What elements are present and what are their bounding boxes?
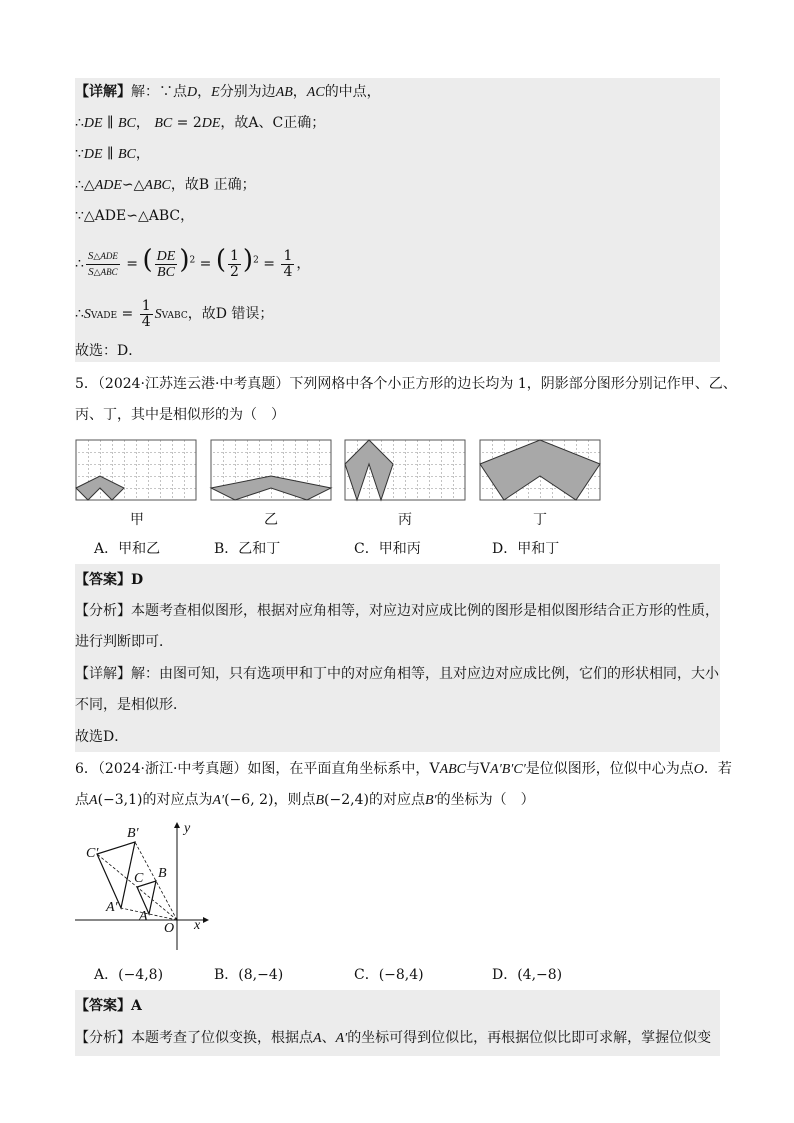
q6-option-a[interactable]: A．(−4,8) — [94, 967, 164, 983]
detail-text: ，故B 正确； — [170, 177, 256, 193]
q6-label-b1: B′ — [127, 826, 139, 841]
q6-stem-text: 的对应点 — [368, 792, 425, 808]
detail-text: ∵ — [75, 146, 84, 162]
q5-detail-line-1: 【详解】解：由图可知，只有选项甲和丁中的对应角相等，且对应边对应成比例，它们的形状相同，大小 — [75, 666, 719, 682]
detail-text: ，故D 错误； — [187, 306, 274, 322]
q6-label-c1: C′ — [86, 846, 99, 861]
q5-option-b[interactable]: B．乙和丁 — [214, 541, 281, 557]
detail-text: 解：∵点 — [131, 84, 187, 100]
q5-stem-line-2: 丙、丁，其中是相似形的为（ ） — [75, 407, 285, 423]
q6-stem-text: ．若 — [703, 761, 732, 777]
q6-stem-text: 的坐标为（ ） — [436, 792, 535, 808]
detail-text: ∴ — [75, 256, 84, 272]
q5-label-bing: 丙 — [398, 512, 412, 528]
q5-detail-line-2: 不同，是相似形． — [75, 697, 187, 713]
detail-text: 分别为边 — [219, 84, 276, 100]
q5-analysis-line-2: 进行判断即可． — [75, 634, 173, 650]
q6-stem-text: 的对应点为 — [142, 792, 213, 808]
q6-label-y: y — [184, 821, 191, 836]
triangle-a1b1c1 — [97, 842, 135, 908]
detail-line-8 — [75, 341, 720, 361]
detail-line-4: ∴△ADE∽△ABC，故B 正确； — [75, 177, 256, 193]
q5-option-d[interactable]: D．甲和丁 — [492, 541, 560, 557]
q6-stem-text: 点 — [75, 792, 89, 808]
q5-figure-jia — [76, 440, 196, 500]
q6-label-b: B — [158, 866, 167, 881]
q5-analysis-line-1: 【分析】本题考查相似图形，根据对应角相等，对应边对应成比例的图形是相似图形结合正方形的性质， — [75, 603, 719, 619]
detail-line-1: 【详解】解：∵点D，E分别为边AB，AC的中点， — [75, 84, 381, 100]
q5-label-jia: 甲 — [130, 512, 144, 528]
detail-line-3: ∵DE ∥ BC， — [75, 146, 150, 162]
q6-option-d[interactable]: D．(4,−8) — [492, 967, 563, 983]
q6-option-b[interactable]: B．(8,−4) — [214, 967, 284, 983]
detail-text: 的中点， — [324, 84, 381, 100]
q5-label-yi: 乙 — [264, 512, 278, 528]
q5-stem-line-1: 5．（2024·江苏连云港·中考真题）下列网格中各个小正方形的边长均为 1，阴影部分图形分别记作甲、乙、 — [75, 376, 737, 392]
detail-line-5 — [75, 206, 720, 226]
q6-stem-line-1: 6．（2024·浙江·中考真题）如图，在平面直角坐标系中，VABC与VA′B′C′是位似图形，位似中心为点O．若 — [75, 761, 732, 777]
q6-analysis: 【分析】本题考查了位似变换，根据点A、A′的坐标可得到位似比，再根据位似比即可求解，掌握位似变 — [75, 1030, 712, 1046]
q6-analysis-text: 【分析】本题考查了位似变换，根据点 — [75, 1030, 313, 1046]
q5-answer-shaded-bg — [75, 564, 720, 752]
q5-choose: 故选D． — [75, 729, 129, 745]
q5-option-c[interactable]: C．甲和丙 — [354, 541, 421, 557]
q6-label-a: A — [139, 909, 148, 924]
q6-analysis-text: 的坐标可得到位似比，再根据位似比即可求解，掌握位似变 — [347, 1030, 712, 1046]
q6-label-x: x — [194, 918, 201, 933]
detail-line-2: ∴DE ∥ BC， BC = 2DE，故A、C正确； — [75, 115, 326, 131]
detail-text: 故选：D． — [75, 343, 143, 359]
q6-stem-line-2: 点A(−3,1)的对应点为A′(−6, 2)，则点B(−2,4)的对应点B′的坐标为（ ） — [75, 792, 535, 808]
q6-stem-text: 6．（2024·浙江·中考真题）如图，在平面直角坐标系中， — [75, 761, 430, 777]
q6-stem-text: 是位似图形，位似中心为点 — [525, 761, 694, 777]
detail-line-7: ∴SVADE = $\frac{1}{4}$ SVABC，故D 错误； — [75, 297, 274, 330]
detail-head: 【详解】 — [75, 84, 131, 100]
q6-label-o: O — [164, 921, 175, 936]
q5-figure-yi — [211, 440, 331, 500]
q6-stem-text: ，则点 — [273, 792, 316, 808]
q5-grid-figures — [0, 436, 794, 516]
q5-answer: 【答案】D — [75, 572, 144, 588]
q5-figure-ding — [480, 440, 600, 500]
detail-text: ，故A、C正确； — [220, 115, 326, 131]
q5-figure-bing — [345, 440, 465, 500]
detail-line-6: ∴ $\frac{\text{S△ADE}}{\text{S△ABC}}$ = ( $\frac{DE}{BC}$ )$^2$ = ( $\frac{1}{2}$ )$^2$ = $\frac{1}{4}$ ， — [75, 245, 311, 280]
q5-option-a[interactable]: A．甲和乙 — [94, 541, 161, 557]
q6-answer: 【答案】A — [75, 998, 142, 1014]
q6-option-c[interactable]: C．(−8,4) — [354, 967, 424, 983]
detail-text: ∵△ADE∽△ABC， — [75, 208, 195, 224]
q6-label-c: C — [134, 871, 144, 886]
q5-label-ding: 丁 — [533, 512, 547, 528]
q6-label-a1: A′ — [106, 900, 118, 915]
